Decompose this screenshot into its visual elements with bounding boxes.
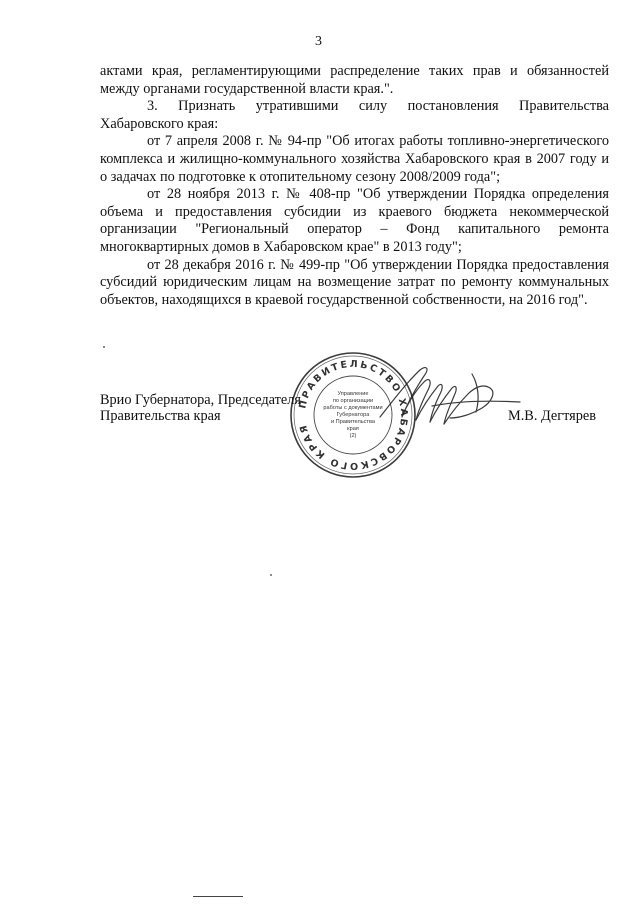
handwritten-signature <box>372 362 522 434</box>
seal-center-line-5: и Правительства <box>331 419 375 425</box>
seal-center-line-7: (2) <box>349 433 357 439</box>
seal-center-line-6: края <box>347 426 359 432</box>
seal-ring-text: ПРАВИТЕЛЬСТВО ХАБАРОВСКОГО КРАЯ <box>297 358 410 472</box>
page-number: 3 <box>315 34 322 49</box>
seal-center-line-4: Губернатора <box>336 412 370 418</box>
seal-center-line-1: Управление <box>337 391 369 397</box>
paragraph-repealed-2016: от 28 декабря 2016 г. № 499-пр "Об утверждении Порядка предоставления субсидий юридическим лицам на возмещение затрат по ремонту коммунальных объектов, находящихся в краевой государственной собственности, на 2016 год". <box>100 256 609 308</box>
signatory-position <box>100 392 301 424</box>
paragraph-continuation: актами края, регламентирующими распределение таких прав и обязанностей между органами государственной власти края.". <box>100 63 609 97</box>
seal-center-line-3: работы с документами <box>323 405 383 411</box>
signatory-position-line-2: Правительства края <box>100 408 221 424</box>
paragraph-repealed-2013: от 28 ноября 2013 г. № 408-пр "Об утверждении Порядка определения объема и предоставления субсидии из краевого бюджета некоммерческой организации "Региональный оператор – Фонд капитального ремонта многоквартирных домов в Хабаровском крае" в 2013 году"; <box>100 186 609 255</box>
document-body <box>100 63 609 309</box>
signatory-position-line-1: Врио Губернатора, Председателя <box>100 392 301 408</box>
paragraph-item-3: 3. Признать утратившими силу постановления Правительства Хабаровского края: <box>100 98 609 132</box>
signatory-name: М.В. Дегтярев <box>508 408 596 424</box>
scan-edge-line <box>193 896 243 897</box>
scan-speck <box>103 346 105 348</box>
scan-speck <box>270 574 272 576</box>
seal-center-line-2: по организации <box>332 398 374 404</box>
paragraph-repealed-2008: от 7 апреля 2008 г. № 94-пр "Об итогах работы топливно-энергетического комплекса и жилищно-коммунального хозяйства Хабаровского края в 2007 году и о задачах по подготовке к отопительному сезону 2008/2009 года"; <box>100 133 609 185</box>
